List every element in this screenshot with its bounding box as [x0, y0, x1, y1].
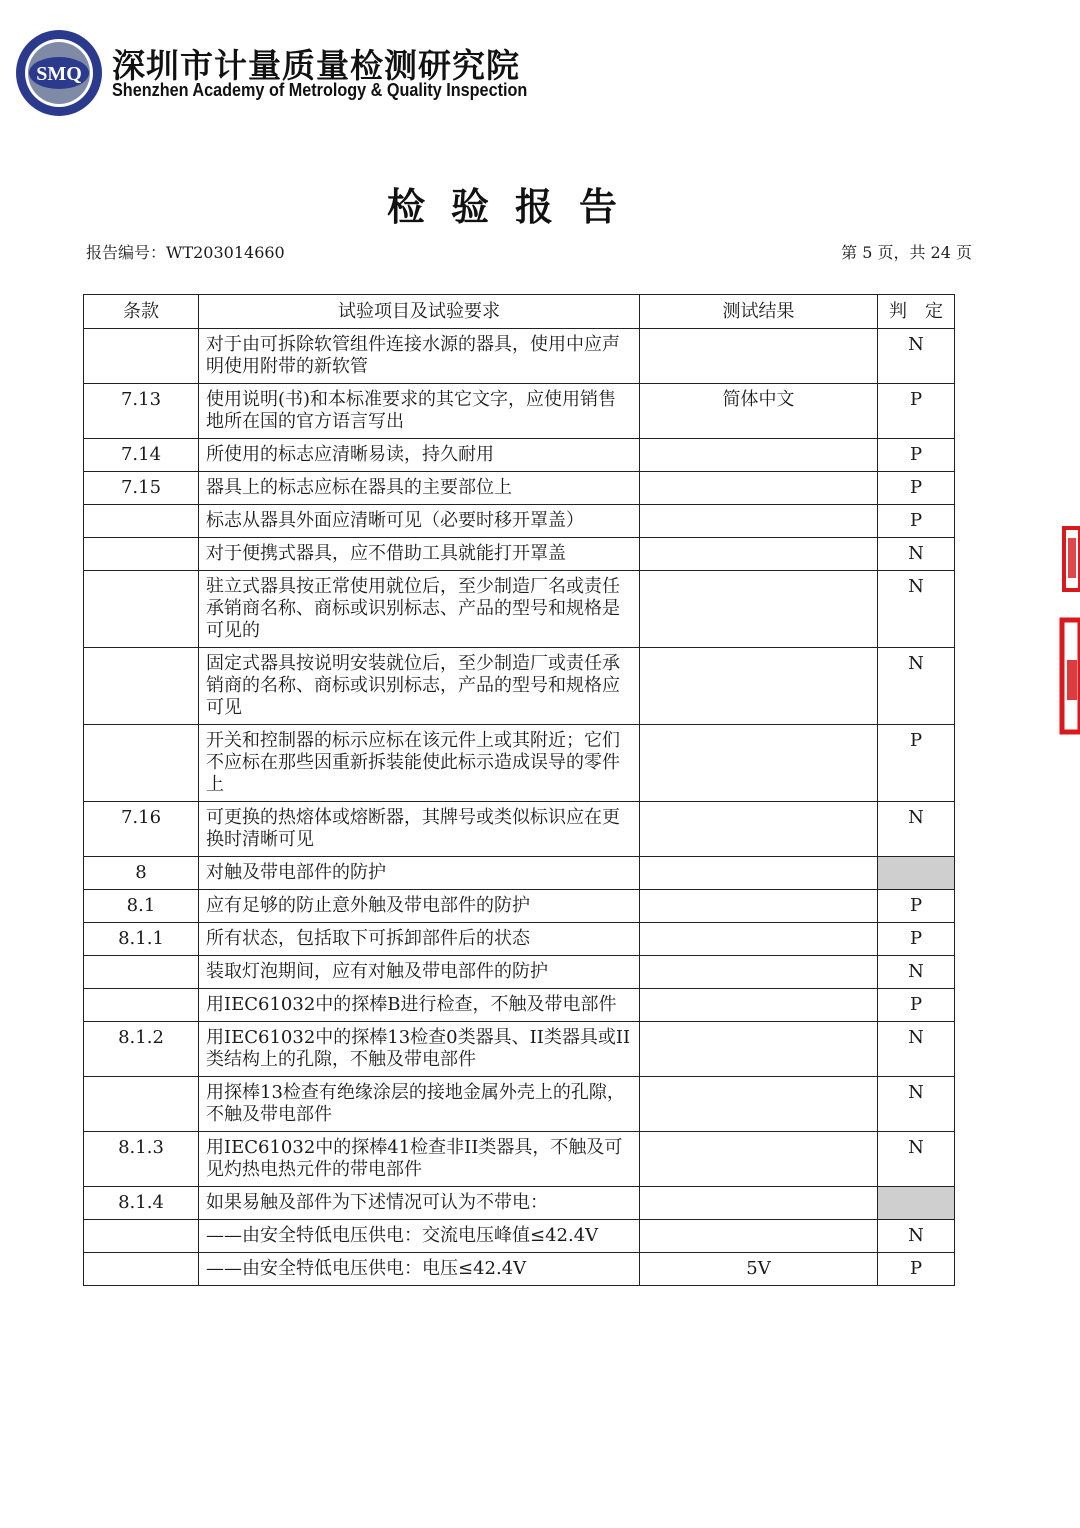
- clause-cell: [84, 1077, 199, 1132]
- result-cell: [640, 1187, 878, 1220]
- table-row: [84, 1022, 955, 1077]
- clause-cell: [84, 989, 199, 1022]
- verdict-cell: P: [878, 439, 955, 472]
- clause-cell: 8.1: [84, 890, 199, 923]
- header-verdict: 判 定: [878, 295, 955, 329]
- table-row: [84, 1077, 955, 1132]
- verdict-cell: N: [878, 571, 955, 648]
- report-number: 报告编号：WT203014660: [86, 243, 285, 262]
- table-row: [84, 923, 955, 956]
- result-cell: [640, 857, 878, 890]
- result-cell: 简体中文: [640, 384, 878, 439]
- result-cell: [640, 1132, 878, 1187]
- table-row: [84, 648, 955, 725]
- clause-cell: 7.15: [84, 472, 199, 505]
- result-cell: [640, 439, 878, 472]
- result-cell: [640, 923, 878, 956]
- clause-cell: 7.13: [84, 384, 199, 439]
- requirement-cell: 对于由可拆除软管组件连接水源的器具，使用中应声明使用附带的新软管: [199, 329, 640, 384]
- result-cell: [640, 1077, 878, 1132]
- result-cell: [640, 989, 878, 1022]
- requirement-cell: 对触及带电部件的防护: [199, 857, 640, 890]
- verdict-cell: N: [878, 1132, 955, 1187]
- requirement-cell: 器具上的标志应标在器具的主要部位上: [199, 472, 640, 505]
- header-clause: 条款: [84, 295, 199, 329]
- result-cell: [640, 648, 878, 725]
- requirement-cell: 如果易触及部件为下述情况可认为不带电：: [199, 1187, 640, 1220]
- clause-cell: 8.1.1: [84, 923, 199, 956]
- inspection-table: [83, 294, 955, 1286]
- result-cell: [640, 956, 878, 989]
- requirement-cell: 开关和控制器的标示应标在该元件上或其附近；它们不应标在那些因重新拆装能使此标示造成误导的零件上: [199, 725, 640, 802]
- result-cell: [640, 329, 878, 384]
- requirement-cell: 应有足够的防止意外触及带电部件的防护: [199, 890, 640, 923]
- verdict-cell: P: [878, 384, 955, 439]
- table-row: [84, 505, 955, 538]
- clause-cell: 8.1.3: [84, 1132, 199, 1187]
- table-row: [84, 1253, 955, 1286]
- verdict-cell: N: [878, 1077, 955, 1132]
- verdict-cell: [878, 1187, 955, 1220]
- table-header-row: [84, 295, 955, 329]
- requirement-cell: 固定式器具按说明安装就位后，至少制造厂或责任承销商的名称、商标或识别标志，产品的型号和规格应可见: [199, 648, 640, 725]
- verdict-cell: P: [878, 505, 955, 538]
- result-cell: [640, 472, 878, 505]
- verdict-cell: P: [878, 725, 955, 802]
- result-cell: [640, 538, 878, 571]
- clause-cell: [84, 1220, 199, 1253]
- result-cell: [640, 1220, 878, 1253]
- table-row: [84, 439, 955, 472]
- clause-cell: 8.1.4: [84, 1187, 199, 1220]
- verdict-cell: N: [878, 538, 955, 571]
- header-requirement: 试验项目及试验要求: [199, 295, 640, 329]
- result-cell: 5V: [640, 1253, 878, 1286]
- result-cell: [640, 571, 878, 648]
- table-row: [84, 802, 955, 857]
- verdict-cell: N: [878, 1220, 955, 1253]
- clause-cell: [84, 329, 199, 384]
- organization-name-en: Shenzhen Academy of Metrology & Quality Inspection: [112, 80, 528, 100]
- clause-cell: [84, 956, 199, 989]
- verdict-cell: N: [878, 956, 955, 989]
- clause-cell: [84, 1253, 199, 1286]
- clause-cell: 8: [84, 857, 199, 890]
- requirement-cell: ——由安全特低电压供电：电压≤42.4V: [199, 1253, 640, 1286]
- table-row: [84, 956, 955, 989]
- verdict-cell: N: [878, 802, 955, 857]
- requirement-cell: 用探棒13检查有绝缘涂层的接地金属外壳上的孔隙，不触及带电部件: [199, 1077, 640, 1132]
- clause-cell: 7.16: [84, 802, 199, 857]
- verdict-cell: N: [878, 648, 955, 725]
- table-row: [84, 472, 955, 505]
- clause-cell: [84, 538, 199, 571]
- logo-text: SMQ: [36, 63, 82, 85]
- requirement-cell: 用IEC61032中的探棒13检查0类器具、II类器具或II类结构上的孔隙，不触及带电部件: [199, 1022, 640, 1077]
- table-row: [84, 725, 955, 802]
- result-cell: [640, 802, 878, 857]
- smq-logo-seal: [14, 28, 104, 118]
- verdict-cell: N: [878, 329, 955, 384]
- table-row: [84, 989, 955, 1022]
- result-cell: [640, 725, 878, 802]
- clause-cell: 7.14: [84, 439, 199, 472]
- table-row: [84, 890, 955, 923]
- organization-name-cn: 深圳市计量质量检测研究院: [112, 46, 520, 85]
- table-row: [84, 571, 955, 648]
- table-row: [84, 1132, 955, 1187]
- verdict-cell: P: [878, 1253, 955, 1286]
- requirement-cell: 可更换的热熔体或熔断器，其牌号或类似标识应在更换时清晰可见: [199, 802, 640, 857]
- verdict-cell: N: [878, 1022, 955, 1077]
- requirement-cell: 对于便携式器具，应不借助工具就能打开罩盖: [199, 538, 640, 571]
- result-cell: [640, 505, 878, 538]
- requirement-cell: 用IEC61032中的探棒41检查非II类器具，不触及可见灼热电热元件的带电部件: [199, 1132, 640, 1187]
- requirement-cell: 所使用的标志应清晰易读，持久耐用: [199, 439, 640, 472]
- table-row: [84, 538, 955, 571]
- clause-cell: 8.1.2: [84, 1022, 199, 1077]
- table-row: [84, 857, 955, 890]
- verdict-cell: P: [878, 890, 955, 923]
- result-cell: [640, 890, 878, 923]
- requirement-cell: 用IEC61032中的探棒B进行检查，不触及带电部件: [199, 989, 640, 1022]
- requirement-cell: 装取灯泡期间，应有对触及带电部件的防护: [199, 956, 640, 989]
- verdict-cell: P: [878, 923, 955, 956]
- requirement-cell: 标志从器具外面应清晰可见（必要时移开罩盖）: [199, 505, 640, 538]
- table-body: [84, 329, 955, 1286]
- red-stamp-edge: [1058, 520, 1080, 740]
- clause-cell: [84, 725, 199, 802]
- requirement-cell: 所有状态，包括取下可拆卸部件后的状态: [199, 923, 640, 956]
- document-title: 检验报告: [386, 185, 643, 229]
- page-info: 第 5 页，共 24 页: [841, 243, 972, 262]
- result-cell: [640, 1022, 878, 1077]
- verdict-cell: [878, 857, 955, 890]
- table-row: [84, 329, 955, 384]
- clause-cell: [84, 505, 199, 538]
- requirement-cell: 使用说明(书)和本标准要求的其它文字，应使用销售地所在国的官方语言写出: [199, 384, 640, 439]
- table-row: [84, 1187, 955, 1220]
- verdict-cell: P: [878, 989, 955, 1022]
- clause-cell: [84, 648, 199, 725]
- requirement-cell: 驻立式器具按正常使用就位后，至少制造厂名或责任承销商名称、商标或识别标志、产品的型号和规格是可见的: [199, 571, 640, 648]
- requirement-cell: ——由安全特低电压供电：交流电压峰值≤42.4V: [199, 1220, 640, 1253]
- clause-cell: [84, 571, 199, 648]
- table-row: [84, 1220, 955, 1253]
- table-row: [84, 384, 955, 439]
- verdict-cell: P: [878, 472, 955, 505]
- header-result: 测试结果: [640, 295, 878, 329]
